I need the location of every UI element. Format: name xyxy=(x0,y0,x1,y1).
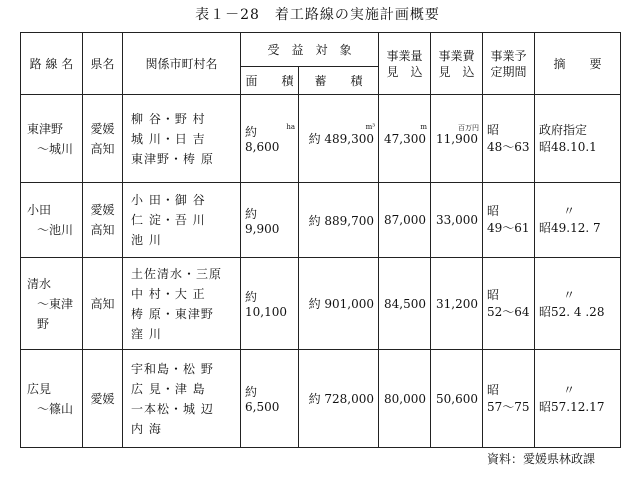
benefit-volume: 約 728,000 xyxy=(299,350,379,448)
header-period: 事業予 定期間 xyxy=(483,33,535,95)
remarks: 政府指定 昭48.10.1 xyxy=(535,95,621,183)
prefecture: 愛媛 xyxy=(83,350,123,448)
benefit-area: 約 9,900 xyxy=(241,183,299,258)
route-name: 東津野 ～城川 xyxy=(21,95,83,183)
benefit-volume: 約 901,000 xyxy=(299,258,379,350)
municipalities: 柳 谷・野 村 城 川・日 吉 東津野・梼 原 xyxy=(123,95,241,183)
project-cost: 33,000 xyxy=(431,183,483,258)
table-title: 表１－28 着工路線の実施計画概要 xyxy=(195,7,440,23)
project-period: 昭 57～75 xyxy=(483,350,535,448)
remarks: 〃 昭57.12.17 xyxy=(535,350,621,448)
prefecture: 愛媛 高知 xyxy=(83,95,123,183)
project-table xyxy=(20,32,621,448)
header-cost: 事業費 見 込 xyxy=(431,33,483,95)
project-cost: 31,200 xyxy=(431,258,483,350)
header-route: 路 線 名 xyxy=(21,33,83,95)
benefit-area: 約10,100 xyxy=(241,258,299,350)
table-row xyxy=(21,258,621,350)
header-muni: 関係市町村名 xyxy=(123,33,241,95)
header-row-1 xyxy=(21,33,621,67)
unit-ha: ha xyxy=(286,123,295,131)
header-benefit: 受 益 対 象 xyxy=(241,33,379,67)
route-name: 小田 ～池川 xyxy=(21,183,83,258)
project-scale: 80,000 xyxy=(379,350,431,448)
municipalities: 土佐清水・三原 中 村・大 正 梼 原・東津野 窪 川 xyxy=(123,258,241,350)
municipalities: 宇和島・松 野 広 見・津 島 一本松・城 辺 内 海 xyxy=(123,350,241,448)
remarks: 〃 昭52. 4 .28 xyxy=(535,258,621,350)
benefit-area: 約 6,500 xyxy=(241,350,299,448)
route-name: 清水 ～東津野 xyxy=(21,258,83,350)
table-row xyxy=(21,350,621,448)
remarks: 〃 昭49.12. 7 xyxy=(535,183,621,258)
project-scale: 87,000 xyxy=(379,183,431,258)
prefecture: 愛媛 高知 xyxy=(83,183,123,258)
project-cost: 50,600 xyxy=(431,350,483,448)
project-period: 昭 52～64 xyxy=(483,258,535,350)
header-remarks: 摘 要 xyxy=(535,33,621,95)
benefit-volume: 約 889,700 xyxy=(299,183,379,258)
header-scale: 事業量 見 込 xyxy=(379,33,431,95)
source-note: 資料：愛媛県林政課 xyxy=(486,452,595,466)
benefit-volume: m³ 約 489,300 xyxy=(299,95,379,183)
prefecture: 高知 xyxy=(83,258,123,350)
benefit-area: ha 約 8,600 xyxy=(241,95,299,183)
table-row xyxy=(21,183,621,258)
header-area: 面 積 xyxy=(241,67,299,95)
municipalities: 小 田・御 谷 仁 淀・吾 川 池 川 xyxy=(123,183,241,258)
unit-m: m xyxy=(420,123,428,131)
project-scale: m 47,300 xyxy=(379,95,431,183)
project-period: 昭 48～63 xyxy=(483,95,535,183)
project-scale: 84,500 xyxy=(379,258,431,350)
header-volume: 蓄 積 xyxy=(299,67,379,95)
table-row xyxy=(21,95,621,183)
unit-m3: m³ xyxy=(365,123,376,131)
route-name: 広見 ～篠山 xyxy=(21,350,83,448)
project-period: 昭 49～61 xyxy=(483,183,535,258)
header-pref: 県名 xyxy=(83,33,123,95)
unit-million-yen: 百万円 xyxy=(458,124,480,132)
project-cost: 百万円 11,900 xyxy=(431,95,483,183)
